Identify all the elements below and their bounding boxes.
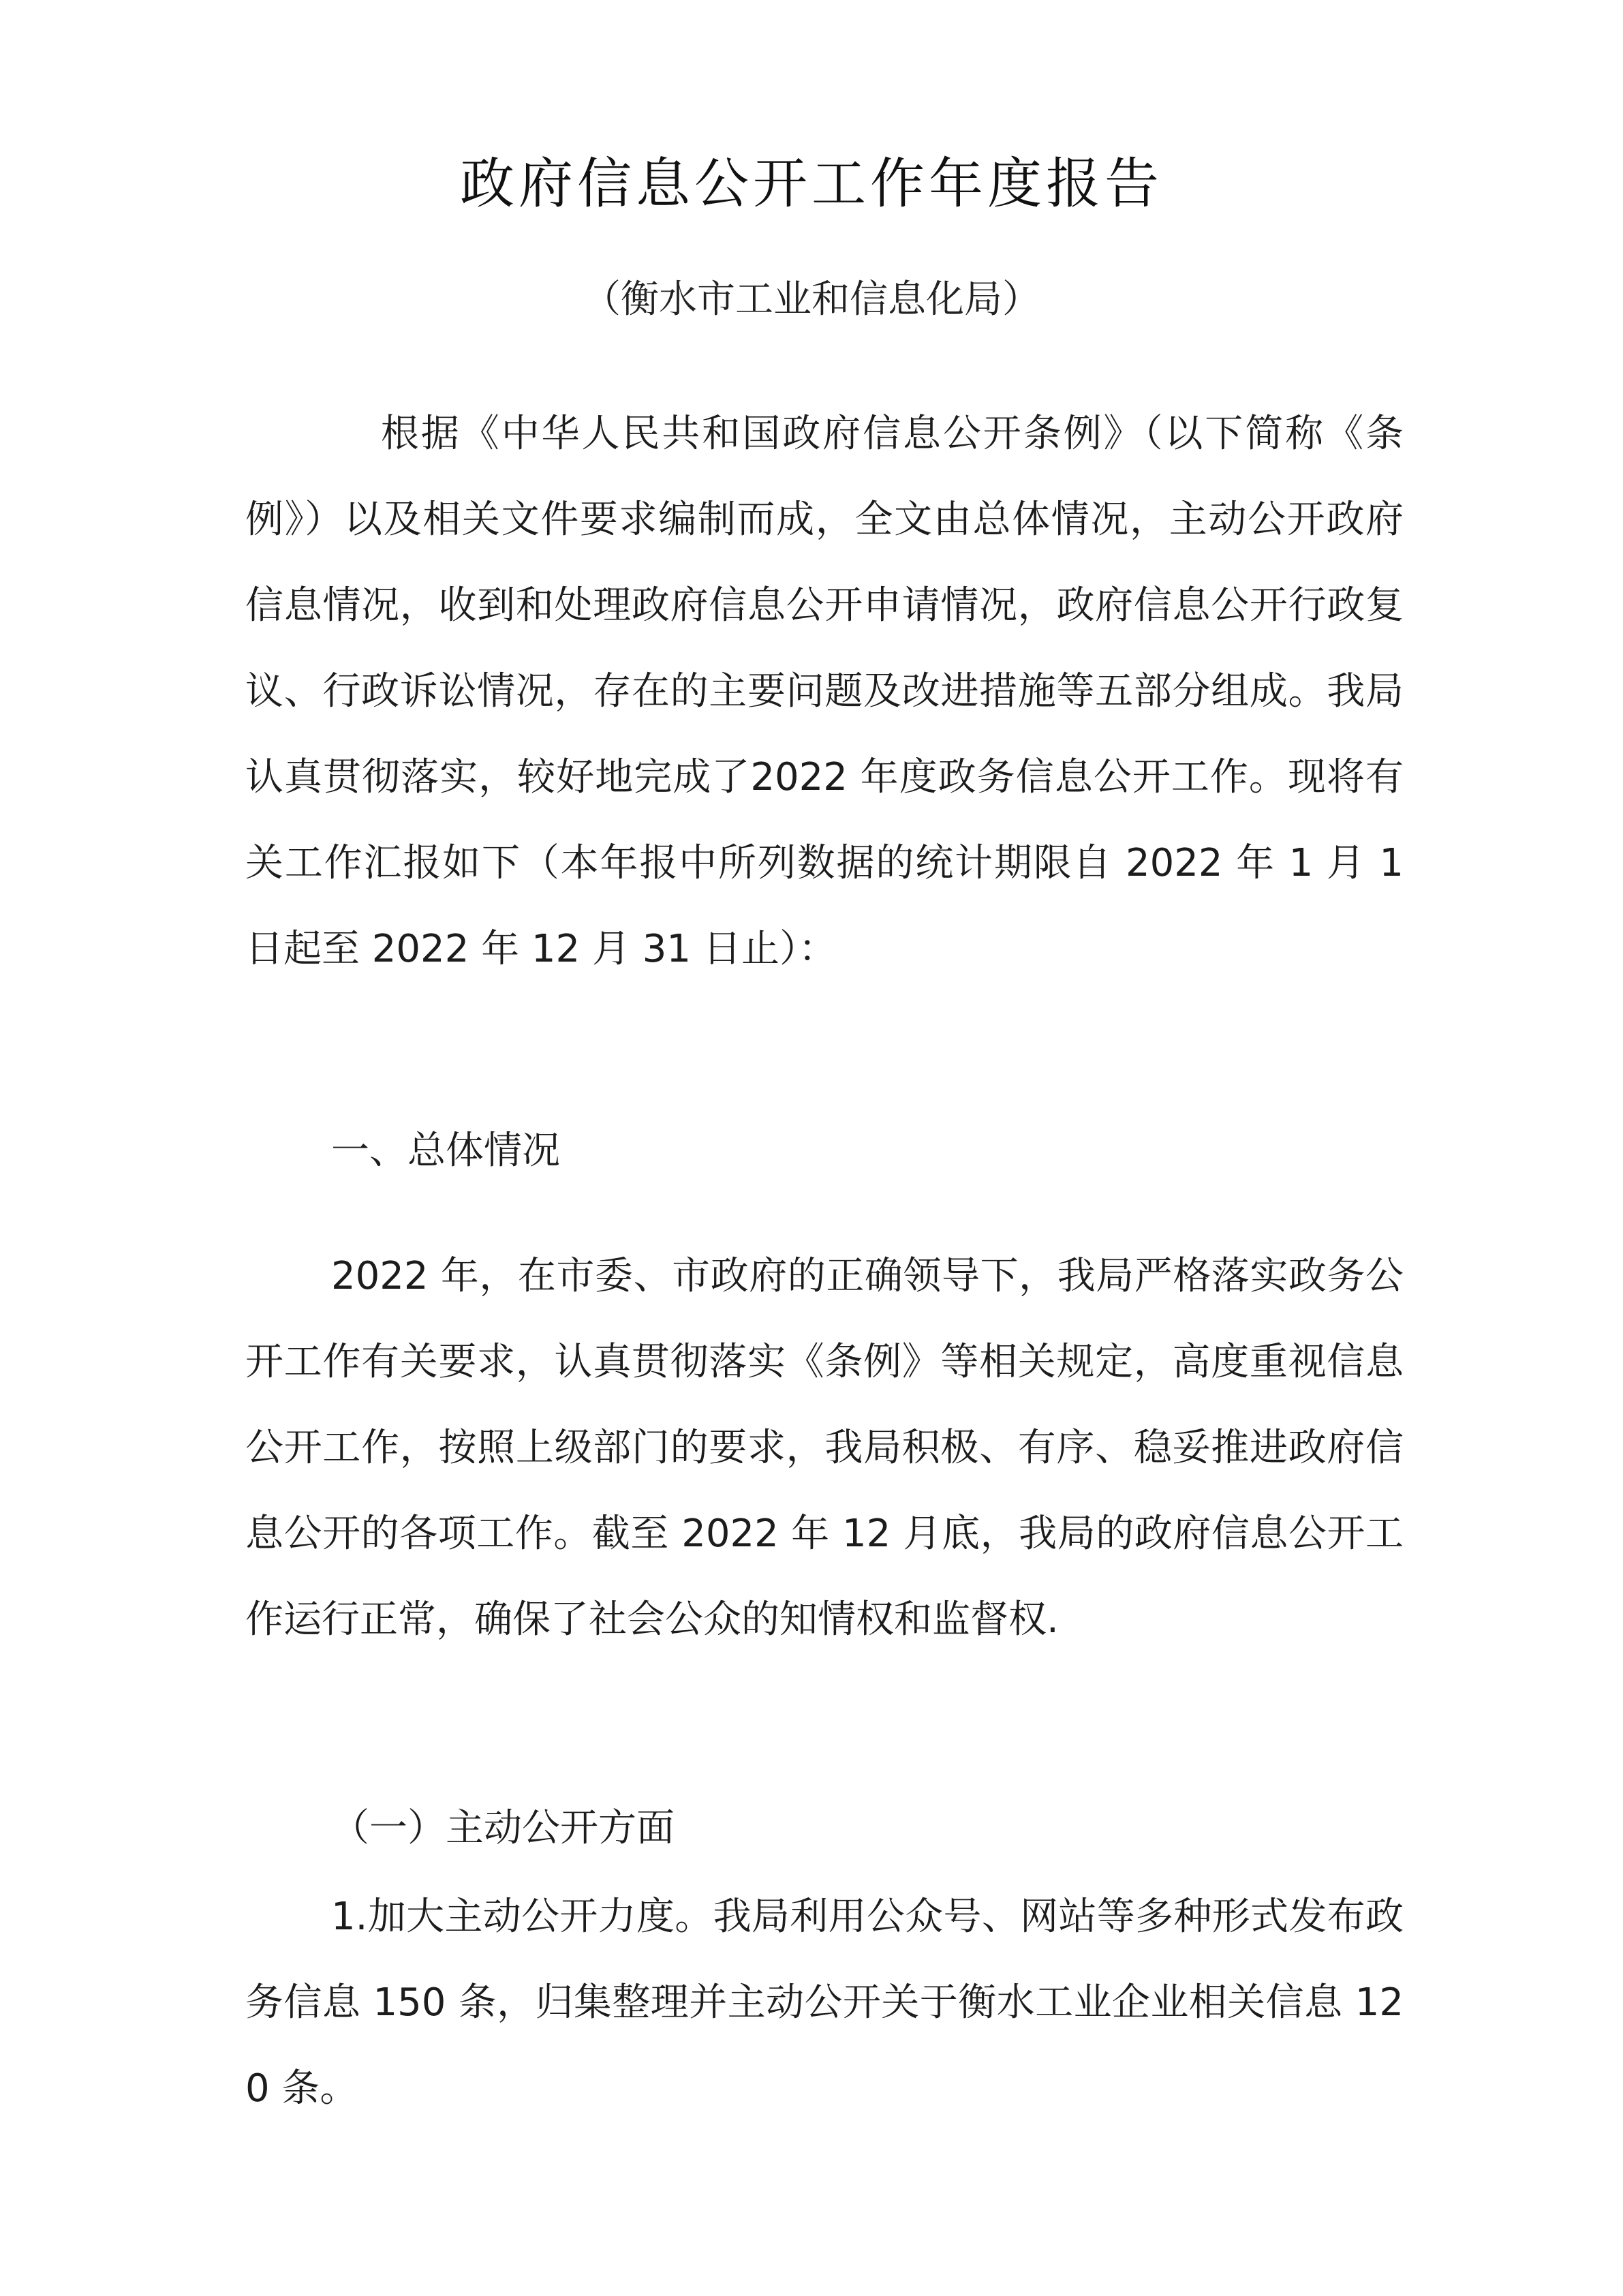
overall-text: 2022 年，在市委、市政府的正确领导下，我局严格落实政务公开工作有关要求，认真贯彻落实《条例》等相关规定，高度重视信息公开工作，按照上级部门的要求，我局积极、有序、稳妥推进政府信息公开的各项工作。截至 2022 年 12 月底，我局的政府信息公开工作运行正常，确保了社会公众的知情权和监督权. [245, 1254, 1404, 1642]
report-subtitle: （衡水市工业和信息化局） [583, 277, 1040, 322]
item-1-text: 1.加大主动公开力度。我局利用公众号、网站等多种形式发布政务信息 150 条，归集整理并主动公开关于衡水工业企业相关信息 120 条。 [245, 1895, 1404, 2111]
report-title: 政府信息公开工作年度报告 [460, 152, 1163, 215]
subsection-heading-proactive: （一）主动公开方面 [331, 1806, 675, 1850]
overall-paragraph [245, 1234, 1404, 1663]
intro-paragraph [245, 391, 1404, 992]
section-heading-overall: 一、总体情况 [331, 1129, 560, 1173]
intro-text: 根据《中华人民共和国政府信息公开条例》（以下简称《条例》）以及相关文件要求编制而成，全文由总体情况，主动公开政府信息情况，收到和处理政府信息公开申请情况，政府信息公开行政复议、行政诉讼情况，存在的主要问题及改进措施等五部分组成。我局认真贯彻落实，较好地完成了2022 年度政务信息公开工作。现将有关工作汇报如下（本年报中所列数据的统计期限自 2022 年 1 月 1 日起至 2022 年 12 月 31 日止）： [245, 412, 1404, 971]
item-paragraph-1 [245, 1874, 1404, 2132]
